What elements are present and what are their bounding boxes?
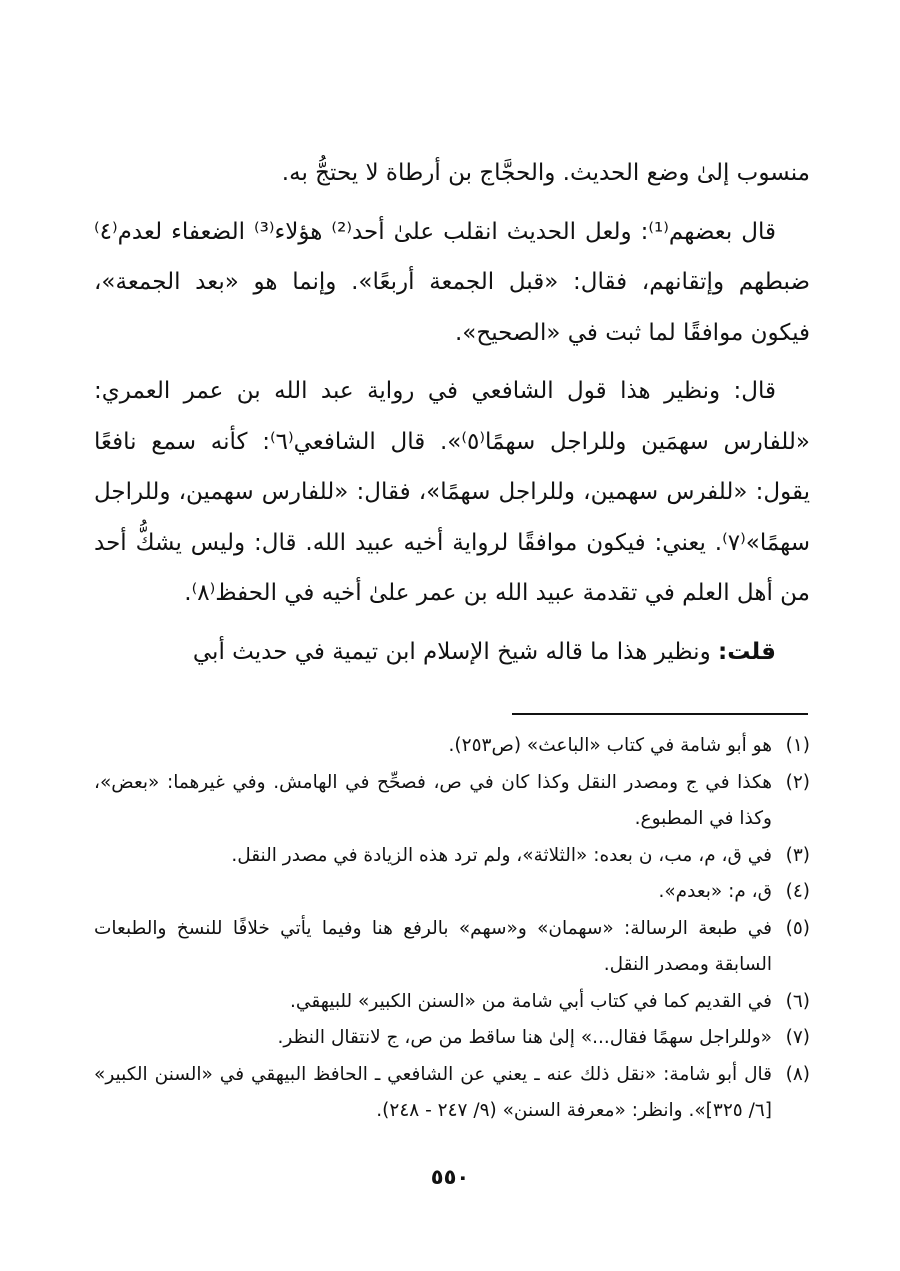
page-number: ٥٥٠ [430, 1165, 470, 1189]
footnote-number: (٣) [785, 844, 810, 866]
paragraph-4 [94, 627, 810, 678]
footnote [94, 1057, 810, 1130]
footnote-number: (٦) [785, 990, 810, 1012]
paragraph-3: قال: ونظير هذا قول الشافعي في رواية عبد الله بن عمر العمري: «للفارس سهمَين وللراجل سهمًا⁽٥⁾». قال الشافعي⁽٦⁾: كأنه سمع نافعًا يقول: «للفرس سهمين، وللراجل سهمًا»، فقال: «للفارس سهمين، وللراجل سهمًا»⁽٧⁾. يعني: فيكون موافقًا لرواية أخيه عبيد الله. قال: وليس يشكُّ أحد من أهل العلم في تقدمة عبيد الله بن عمر علىٰ أخيه في الحفظ⁽٨⁾. [94, 378, 811, 606]
footnote-separator [512, 713, 808, 715]
paragraph-2: قال بعضهم⁽¹⁾: ولعل الحديث انقلب علىٰ أحد⁽²⁾ هؤلاء⁽³⁾ الضعفاء لعدم⁽٤⁾ ضبطهم وإتقانهم، فقال: «قبل الجمعة أربعًا». وإنما هو «بعد الجمعة»، فيكون موافقًا لما ثبت في «الصحيح». [94, 218, 810, 346]
paragraph-1: منسوب إلىٰ وضع الحديث. والحجَّاج بن أرطاة لا يحتجُّ به. [281, 160, 810, 186]
footnote [94, 911, 810, 984]
footnote-text: ق، م: «بعدم». [658, 881, 772, 902]
paragraph-4-text: ونظير هذا ما قاله شيخ الإسلام ابن تيمية في حديث أبي [192, 638, 718, 665]
footnote-text: هو أبو شامة في كتاب «الباعث» (ص٢٥٣). [448, 735, 772, 756]
footnote-number: (٧) [785, 1027, 810, 1048]
footnote [94, 728, 810, 765]
footnote [94, 874, 810, 911]
footnote-number: (٢) [785, 771, 810, 793]
footnotes [94, 728, 810, 1130]
footnote [94, 984, 810, 1021]
footnote-text: في القديم كما في كتاب أبي شامة من «السنن الكبير» للبيهقي. [290, 990, 772, 1012]
footnote-text: في طبعة الرسالة: «سهمان» و«سهم» بالرفع هنا وفيما يأتي خلافًا للنسخ والطبعات السابقة ومصدر النقل. [94, 917, 772, 975]
footnote-text: هكذا في ج ومصدر النقل وكذا كان في ص، فصحِّح في الهامش. وفي غيرهما: «بعض»، وكذا في المطبوع. [94, 771, 772, 829]
footnote-number: (٤) [785, 881, 810, 902]
main-text [94, 148, 810, 685]
footnote-number: (٥) [785, 917, 810, 939]
footnote-number: (١) [785, 735, 810, 756]
footnote [94, 765, 810, 838]
footnote-text: في ق، م، مب، ن بعده: «الثلاثة»، ولم ترد هذه الزيادة في مصدر النقل. [231, 844, 772, 866]
paragraph-lead-word: قلت: [718, 638, 776, 665]
footnote-text: قال أبو شامة: «نقل ذلك عنه ـ يعني عن الشافعي ـ الحافظ البيهقي في «السنن الكبير» [٦/ ٣٢٥]». وانظر: «معرفة السنن» (٩/ ٢٤٧ - ٢٤٨). [94, 1063, 772, 1121]
footnote [94, 838, 810, 875]
footnote [94, 1020, 810, 1057]
footnote-number: (٨) [785, 1063, 810, 1085]
footnote-text: «وللراجل سهمًا فقال...» إلىٰ هنا ساقط من ص، ج لانتقال النظر. [277, 1027, 772, 1048]
